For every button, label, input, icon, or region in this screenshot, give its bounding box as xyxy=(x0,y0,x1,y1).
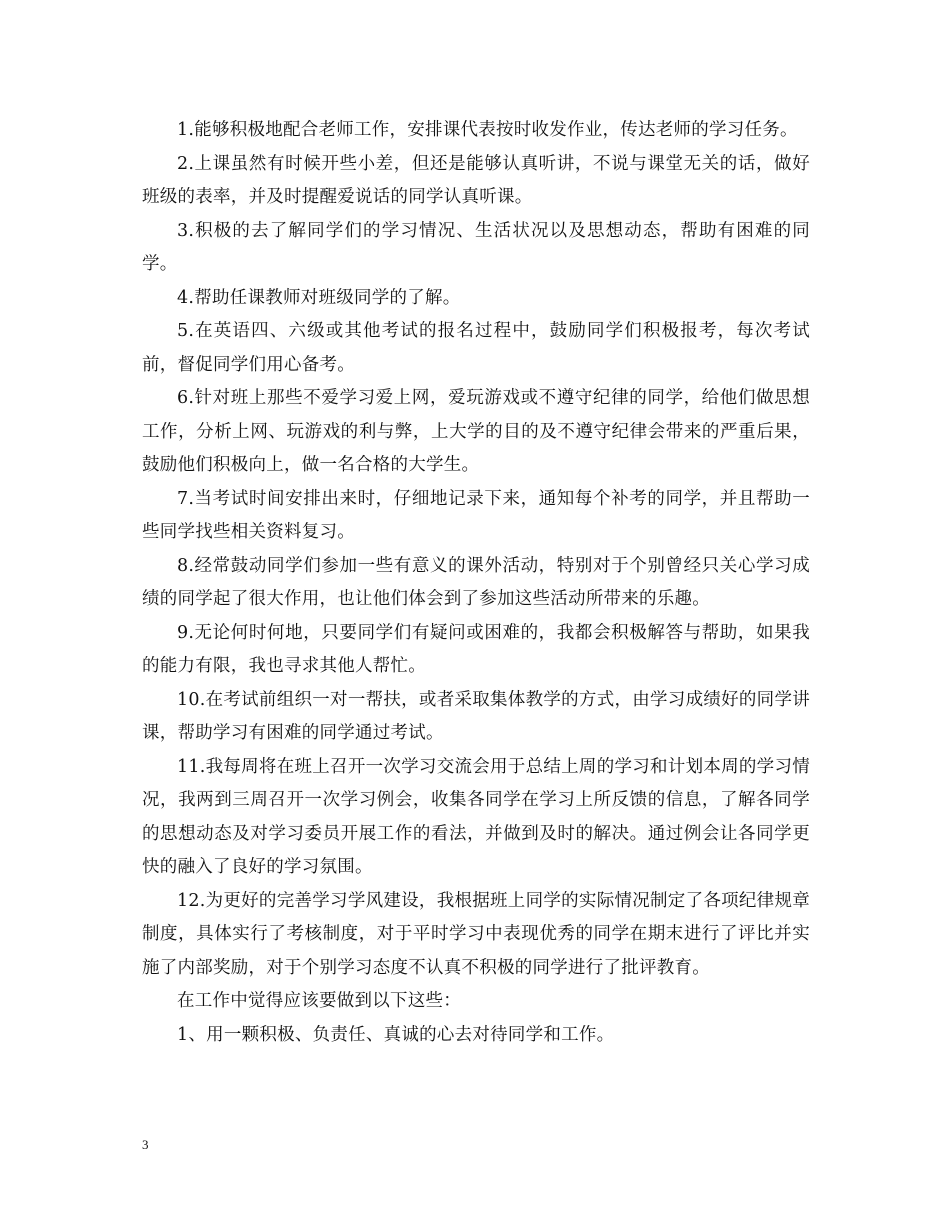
paragraph-11: 11.我每周将在班上召开一次学习交流会用于总结上周的学习和计划本周的学习情况，我两到三周召开一次学习例会，收集各同学在学习上所反馈的信息，了解各同学的思想动态及对学习委员开展工作的看法，并做到及时的解决。通过例会让各同学更快的融入了良好的学习氛围。 xyxy=(142,756,810,877)
paragraph-8: 8.经常鼓动同学们参加一些有意义的课外活动，特别对于个别曾经只关心学习成绩的同学起了很大作用，也让他们体会到了参加这些活动所带来的乐趣。 xyxy=(142,555,810,609)
document-body xyxy=(142,114,810,1052)
paragraph-13: 在工作中觉得应该要做到以下这些： xyxy=(177,991,461,1011)
paragraph-9: 9.无论何时何地，只要同学们有疑问或困难的，我都会积极解答与帮助，如果我的能力有限，我也寻求其他人帮忙。 xyxy=(142,622,810,676)
paragraph-1: 1.能够积极地配合老师工作，安排课代表按时收发作业，传达老师的学习任务。 xyxy=(177,120,798,140)
paragraph-7: 7.当考试时间安排出来时，仔细地记录下来，通知每个补考的同学，并且帮助一些同学找些相关资料复习。 xyxy=(142,488,810,542)
paragraph-4: 4.帮助任课教师对班级同学的了解。 xyxy=(177,287,461,308)
paragraph-10: 10.在考试前组织一对一帮扶，或者采取集体教学的方式，由学习成绩好的同学讲课，帮助学习有困难的同学通过考试。 xyxy=(142,689,810,743)
paragraph-2: 2.上课虽然有时候开些小差，但还是能够认真听讲，不说与课堂无关的话，做好班级的表率，并及时提醒爱说话的同学认真听课。 xyxy=(142,153,810,207)
paragraph-14: 1、用一颗积极、负责任、真诚的心去对待同学和工作。 xyxy=(177,1024,615,1045)
paragraph-12: 12.为更好的完善学习学风建设，我根据班上同学的实际情况制定了各项纪律规章制度，具体实行了考核制度，对于平时学习中表现优秀的同学在期末进行了评比并实施了内部奖励，对于个别学习态度不认真不积极的同学进行了批评教育。 xyxy=(142,890,810,978)
paragraph-6: 6.针对班上那些不爱学习爱上网，爱玩游戏或不遵守纪律的同学，给他们做思想工作，分析上网、玩游戏的利与弊，上大学的目的及不遵守纪律会带来的严重后果，鼓励他们积极向上，做一名合格的大学生。 xyxy=(142,388,810,475)
paragraph-3: 3.积极的去了解同学们的学习情况、生活状况以及思想动态，帮助有困难的同学。 xyxy=(142,220,810,274)
paragraph-5: 5.在英语四、六级或其他考试的报名过程中，鼓励同学们积极报考，每次考试前，督促同学们用心备考。 xyxy=(142,321,810,375)
page-number: 3 xyxy=(142,1137,149,1152)
